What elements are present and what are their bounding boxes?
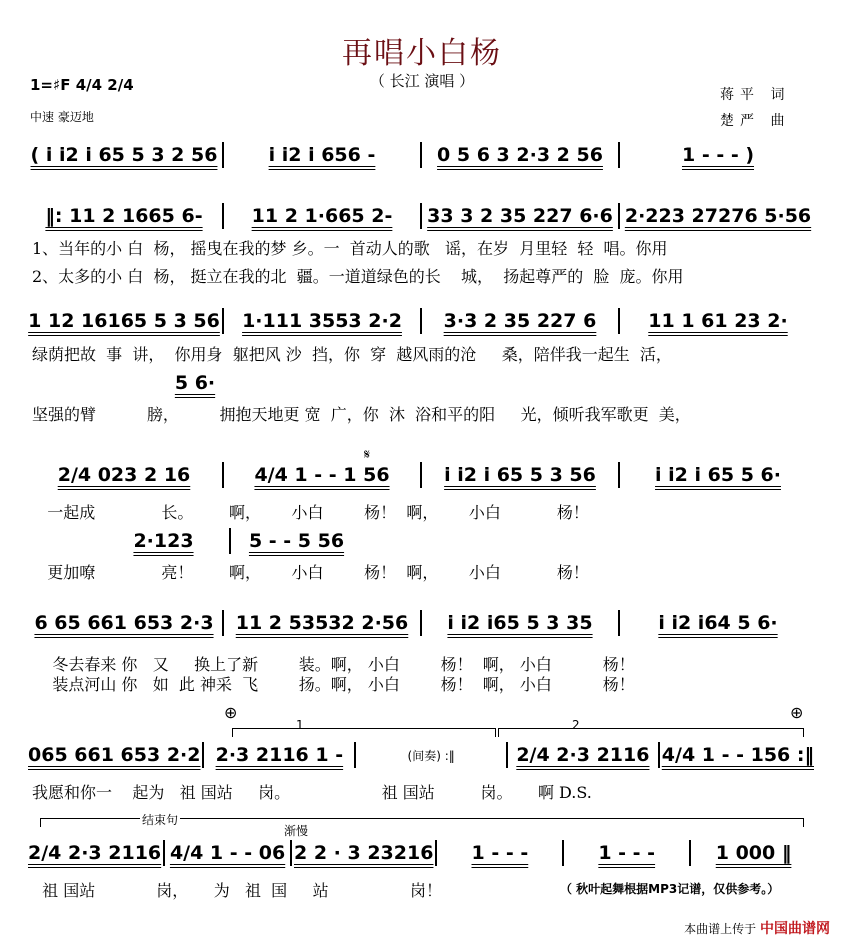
volta-1-bracket	[232, 728, 496, 737]
transcription-note: （ 秋叶起舞根据MP3记谱，仅供参考。）	[560, 882, 780, 896]
bar-line	[202, 742, 204, 768]
notation-row	[100, 528, 360, 554]
bar-line	[420, 610, 422, 636]
measure: 4/4 1 - - 1 56	[254, 464, 390, 486]
notation-row	[28, 742, 814, 768]
measure: 4/4 1 - - 156 :‖	[661, 744, 814, 766]
coda-sign: ⊕	[224, 703, 238, 722]
measure: 1 - - -	[471, 842, 529, 864]
key-signature: 1=♯F 4/4 2/4	[30, 76, 134, 94]
measure: 2/4 023 2 16	[57, 464, 191, 486]
measure: 11 2 1·665 2-	[251, 205, 393, 227]
measure: i i2 i 656 -	[268, 144, 376, 166]
notation-row	[28, 610, 814, 636]
tempo-marking: 中速 豪迈地	[30, 110, 94, 124]
bar-line	[435, 840, 437, 866]
bar-line	[222, 462, 224, 488]
composer: 楚严 曲	[720, 113, 791, 129]
lyrics-verse1-line1: 1、当年的小 白 杨， 摇曳在我的梦 乡。一 首动人的歌 谣，在岁 月里轻 轻 唱。你用	[32, 239, 668, 258]
bar-line	[618, 142, 620, 168]
notation-row	[160, 372, 230, 394]
song-title: 再唱小白杨	[342, 36, 502, 71]
bar-line	[163, 840, 165, 866]
lyricist: 蒋平 词	[720, 87, 791, 103]
site-logo[interactable]: 中国曲谱网	[760, 921, 830, 937]
measure: 3·3 2 35 227 6	[443, 310, 597, 332]
measure: 5 6·	[174, 372, 216, 394]
bar-line	[222, 203, 224, 229]
lyrics-line6: 祖 国站 岗， 为 祖 国 站 岗！	[32, 881, 442, 900]
notation-row	[28, 462, 814, 488]
lyrics-verse2-line4: 装点河山 你 如 此 神采 飞 扬。啊， 小白 杨！ 啊， 小白 杨！	[32, 675, 635, 694]
measure: ( i i2 i 65 5 3 2 56	[30, 144, 218, 166]
bar-line	[222, 308, 224, 334]
footer-text: 本曲谱上传于	[684, 922, 757, 936]
bar-line	[222, 610, 224, 636]
measure: 4/4 1 - - 06	[169, 842, 286, 864]
notation-row	[28, 308, 814, 334]
measure: 065 661 653 2·2	[28, 744, 201, 766]
volta-2-label: 2	[572, 718, 580, 732]
measure: i i2 i 65 5 6·	[655, 464, 781, 486]
volta-1-label: 1	[296, 718, 304, 732]
bar-line	[420, 308, 422, 334]
measure: 2·3 2116 1 -	[215, 744, 344, 766]
bar-line	[229, 528, 231, 554]
measure: 2·123	[133, 530, 194, 552]
measure: 2/4 2·3 2116	[516, 744, 650, 766]
bar-line	[290, 840, 292, 866]
measure: 2·223 27276 5·56	[624, 205, 812, 227]
lyrics-verse1-line4: 冬去春来 你 又 换上了新 装。啊， 小白 杨！ 啊， 小白 杨！	[32, 655, 635, 674]
bar-line	[562, 840, 564, 866]
notation-row	[28, 840, 814, 866]
lyrics-verse1-line3: 一起成 长。 啊， 小白 杨！ 啊， 小白 杨！	[32, 503, 589, 522]
bar-line	[420, 203, 422, 229]
volta-2-bracket	[498, 728, 804, 737]
measure: (间奏) :‖	[407, 748, 455, 763]
measure: 2/4 2·3 2116	[28, 842, 162, 864]
bar-line	[689, 840, 691, 866]
bar-line	[420, 462, 422, 488]
measure: 11 2 53532 2·56	[235, 612, 409, 634]
measure: 5 - - 5 56	[248, 530, 345, 552]
coda-sign-2: ⊕	[790, 703, 804, 722]
measure: ‖: 11 2 1665 6-	[45, 205, 203, 227]
bar-line	[618, 610, 620, 636]
measure: 1 - - -	[598, 842, 656, 864]
measure: 1 - - - )	[681, 144, 755, 166]
bar-line	[618, 462, 620, 488]
measure: 6 65 661 653 2·3	[34, 612, 214, 634]
bar-line	[618, 308, 620, 334]
ending-label: 结束句	[142, 813, 179, 827]
measure: 11 1 61 23 2·	[648, 310, 788, 332]
bar-line	[506, 742, 508, 768]
segno-sign: 𝄋	[364, 447, 371, 463]
measure: 1·111 3553 2·2	[242, 310, 402, 332]
lyrics-verse1-line2: 绿荫把故 事 讲， 你用身 躯把风 沙 挡，你 穿 越风雨的沧 桑，陪伴我一起生 活，	[32, 345, 672, 364]
measure: i i2 i65 5 3 35	[447, 612, 593, 634]
lyrics-verse2-line3: 更加嘹 亮！ 啊， 小白 杨！ 啊， 小白 杨！	[32, 563, 589, 582]
lyrics-verse2-line2: 坚强的臂 膀， 拥抱天地更 宽 广，你 沐 浴和平的阳 光，倾听我军歌更 美，	[32, 405, 691, 424]
lyrics-line5: 我愿和你一 起为 祖 国站 岗。 祖 国站 岗。 啊 D.S.	[32, 783, 592, 802]
notation-row	[28, 142, 814, 168]
bar-line	[420, 142, 422, 168]
notation-row	[28, 203, 814, 229]
measure: 33 3 2 35 227 6·6	[427, 205, 613, 227]
bar-line	[354, 742, 356, 768]
bar-line	[222, 142, 224, 168]
bar-line	[618, 203, 620, 229]
footer-credit	[684, 918, 830, 938]
measure: 2 2 · 3 23216	[294, 842, 434, 864]
lyrics-verse2-line1: 2、太多的小 白 杨， 挺立在我的北 疆。一道道绿色的长 城， 扬起尊严的 脸 庞。你用	[32, 267, 684, 286]
measure: i i2 i 65 5 3 56	[444, 464, 596, 486]
bar-line	[658, 742, 660, 768]
measure: 1 12 16165 5 3 56	[28, 310, 220, 332]
ritardando-label: 渐慢	[284, 824, 309, 838]
measure: i i2 i64 5 6·	[658, 612, 778, 634]
singer: （ 长江 演唱 ）	[369, 72, 475, 90]
measure: 1 000 ‖	[715, 842, 792, 864]
measure: 0 5 6 3 2·3 2 56	[437, 144, 603, 166]
